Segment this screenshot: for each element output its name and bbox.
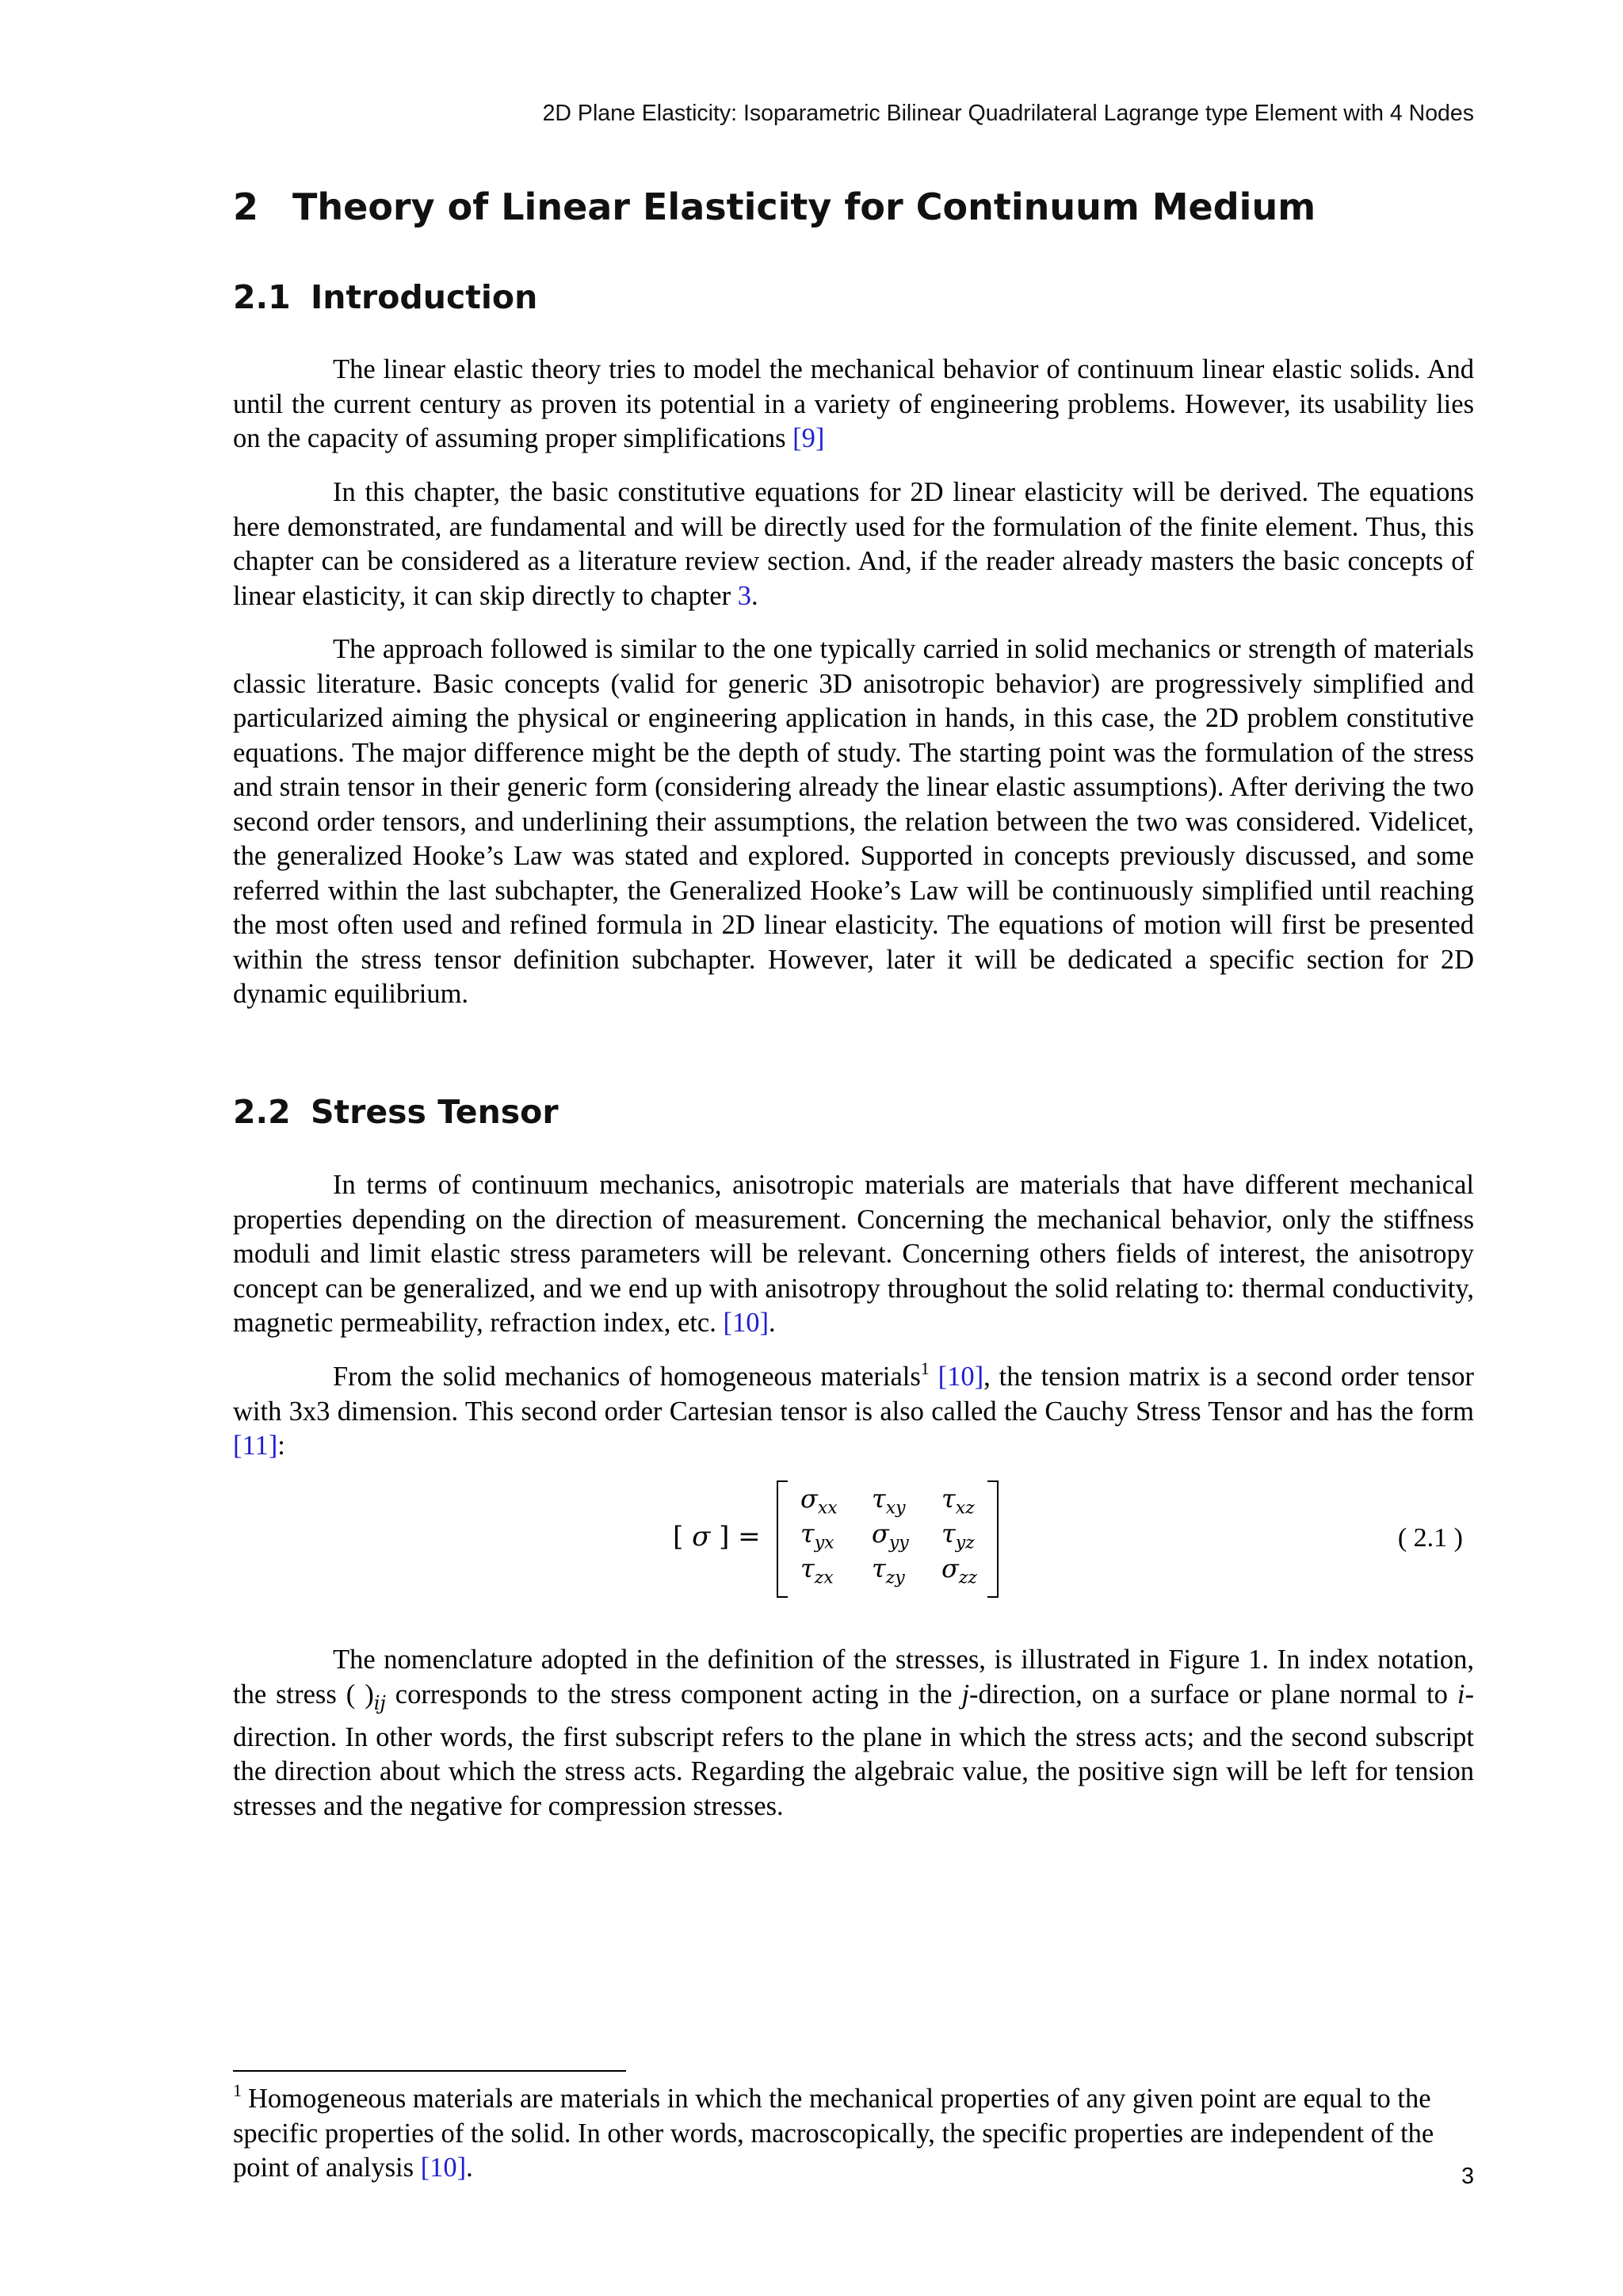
matrix-cell-1-1: $\sigma_{xx}$ (800, 1484, 838, 1519)
section-number: 2.1 (233, 278, 291, 316)
matrix-cell-1-2: $\tau_{xy}$ (872, 1484, 906, 1519)
matrix-left-bracket (777, 1480, 788, 1598)
running-header: 2D Plane Elasticity: Isoparametric Bilinear Quadrilateral Lagrange type Element with 4 Nodes (542, 101, 1474, 126)
citation-link[interactable]: [11] (233, 1431, 278, 1461)
matrix-cell-1-3: $\tau_{xz}$ (941, 1484, 975, 1519)
matrix-right-bracket (987, 1480, 999, 1598)
section-title: Stress Tensor (311, 1093, 559, 1131)
matrix-cell-2-3: $\tau_{yz}$ (941, 1519, 975, 1553)
chapter-title: Theory of Linear Elasticity for Continuum Medium (292, 185, 1316, 228)
matrix-cell-2-1: $\tau_{yx}$ (800, 1519, 834, 1553)
footnote-separator (233, 2070, 626, 2072)
chapter-heading (233, 185, 1316, 228)
stress-paragraph-1: In terms of continuum mechanics, anisotropic materials are materials that have different mechanical properties depending on the direction of measurement. Concerning the mechanical behavior, only the stiffness moduli and limit elastic stress parameters will be relevant. Concerning others fields of interest, the anisotropy concept can be generalized, and we end up with anisotropy throughout the solid relating to: thermal conductivity, magnetic permeability, refraction index, etc. [10]. (233, 1170, 1474, 1338)
citation-link[interactable]: [10] (938, 1362, 984, 1392)
stress-paragraph-2: From the solid mechanics of homogeneous materials$^1$ [10], the tension matrix is a second order tensor with 3x3 dimension. This second order Cartesian tensor is also called the Cauchy Stress Tensor and has the form [11]: (233, 1358, 1474, 1461)
section-heading-introduction (233, 278, 537, 316)
citation-link[interactable]: [10] (420, 2153, 467, 2183)
matrix-cell-3-1: $\tau_{zx}$ (800, 1553, 834, 1588)
footnote-number: 1 (233, 2080, 242, 2100)
page-number: 3 (1461, 2164, 1474, 2189)
citation-link[interactable]: [10] (723, 1308, 769, 1338)
section-heading-stress-tensor (233, 1093, 559, 1131)
chapter-link[interactable]: 3 (737, 580, 751, 611)
stress-paragraph-3: The nomenclature adopted in the definition of the stresses, is illustrated in Figure 1. In index notation, the stress ( )$_{ij}$ corresponds to the stress component acting in the j-direction, on a surface or plane normal to i-direction. In other words, the first subscript refers to the plane in which the stress acts; and the second subscript the direction about which the stress acts. Regarding the algebraic value, the positive sign will be left for tension stresses and the negative for compression stresses. (233, 1645, 1474, 1821)
intro-paragraph-2: In this chapter, the basic constitutive equations for 2D linear elasticity will be derived. The equations here demonstrated, are fundamental and will be directly used for the formulation of the finite element. Thus, this chapter can be considered as a literature review section. And, if the reader already masters the basic concepts of linear elasticity, it can skip directly to chapter 3. (233, 477, 1474, 611)
section-title: Introduction (311, 278, 538, 316)
section-number: 2.2 (233, 1093, 291, 1131)
equation-cauchy-stress-tensor (233, 1480, 1474, 1599)
matrix-cell-3-2: $\tau_{zy}$ (872, 1553, 905, 1588)
footnote: $^1$ Homogeneous materials are materials in which the mechanical properties of any given point are equal to the specific properties of the solid. In other words, macroscopically, the specific properties are independent of the point of analysis [10]. (233, 2080, 1434, 2183)
equation-number: ( 2.1 ) (1397, 1523, 1463, 1553)
stress-matrix (777, 1480, 999, 1598)
intro-paragraph-3: The approach followed is similar to the one typically carried in solid mechanics or strength of materials classic literature. Basic concepts (valid for generic 3D anisotropic behavior) are progressively simplified and particularized aiming the physical or engineering application in hands, in this case, the 2D problem constitutive equations. The major difference might be the depth of study. The starting point was the formulation of the stress and strain tensor in their generic form (considering already the linear elastic assumptions). After deriving the two second order tensors, and underlining their assumptions, the relation between the two was considered. Videlicet, the generalized Hooke’s Law was stated and explored. Supported in concepts previously discussed, and some referred within the last subchapter, the Generalized Hooke’s Law will be continuously simplified until reaching the most often used and refined formula in 2D linear elasticity. The equations of motion will first be presented within the stress tensor definition subchapter. However, later it will be dedicated a specific section for 2D dynamic equilibrium. (233, 634, 1474, 1009)
matrix-cell-3-3: $\sigma_{zz}$ (941, 1553, 978, 1588)
intro-paragraph-1: The linear elastic theory tries to model the mechanical behavior of continuum linear elastic solids. And until the current century as proven its potential in a variety of engineering problems. However, its usability lies on the capacity of assuming proper simplifications [9] (233, 354, 1474, 453)
chapter-number: 2 (233, 185, 259, 228)
matrix-cell-2-2: $\sigma_{yy}$ (872, 1519, 909, 1553)
citation-link[interactable]: [9] (792, 423, 825, 453)
equation-lhs: [ σ ] = (673, 1521, 761, 1553)
footnote-marker[interactable]: 1 (920, 1358, 930, 1378)
